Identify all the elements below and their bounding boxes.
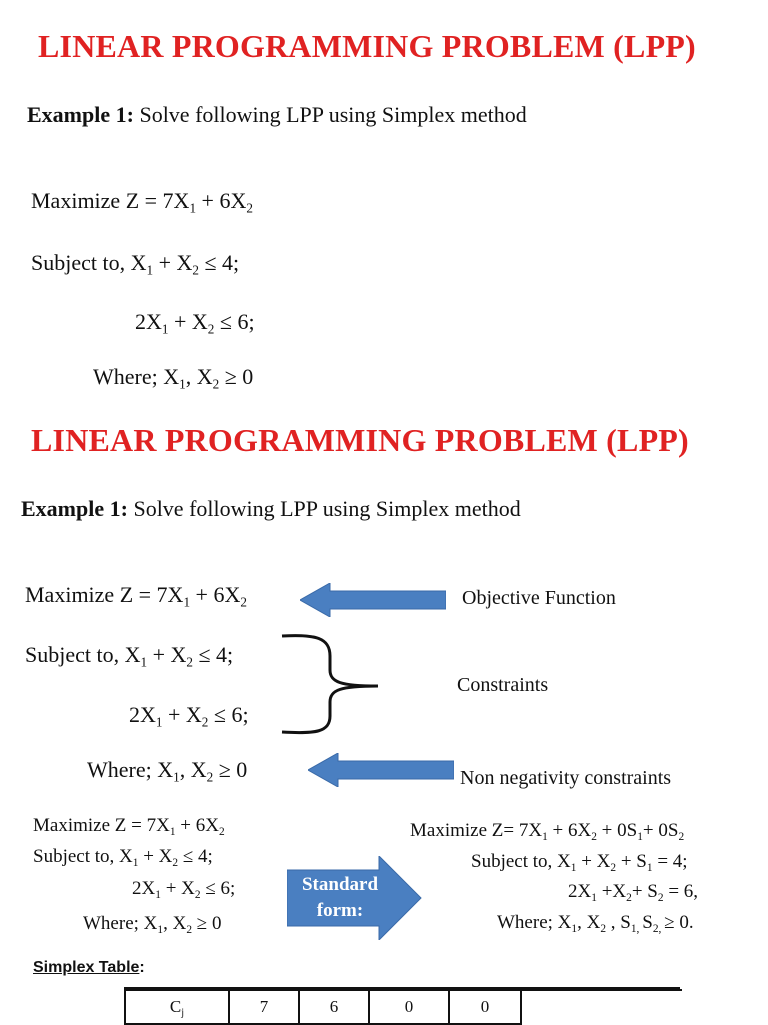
example-label-2: Example 1: [21,496,128,521]
constraint-1-2: Subject to, $X_1 + X_2 \le 4$; [25,642,234,670]
sf-right-non-negativity: Where; $X_1$, $X_2$ , $S_{1,}$ $S_{2,} \ge 0$. [497,912,694,935]
example-text: Solve following LPP using Simplex method [133,102,527,127]
example-label: Example 1: [27,102,134,127]
constraint-2-2: $2X_1 + X_2 \le 6$; [129,702,249,730]
example-text-2: Solve following LPP using Simplex method [127,496,521,521]
sf-right-constraint-1: Subject to, $X_1 + X_2 + S_1 = 4$; [471,851,688,874]
objective-function-2: Maximize $Z = 7X_1 + 6X_2$ [25,582,247,610]
table-row [125,990,682,1024]
curly-brace-icon [278,630,388,738]
sf-left-constraint-1: Subject to, $X_1 + X_2 \le 4$; [33,846,213,869]
non-negativity-label: Non negativity constraints [460,767,672,789]
page-title-2: LINEAR PROGRAMMING PROBLEM (LPP) [31,422,689,458]
example-heading-2 [21,496,521,522]
simplex-table [124,989,682,1025]
non-negativity: Where; $X_1$, $X_2 \ge 0$ [93,364,254,392]
cj-value-cell: 7 [229,990,299,1024]
cj-value-cell: 0 [449,990,521,1024]
page-title: LINEAR PROGRAMMING PROBLEM (LPP) [38,28,696,64]
objective-function: Maximize $Z = 7X_1 + 6X_2$ [31,188,253,216]
example-heading [27,102,527,128]
sf-right-objective: Maximize $Z= 7X_1 + 6X_2 + 0S_1+ 0S_2$ [410,820,685,843]
cj-value-cell: 6 [299,990,369,1024]
sf-left-constraint-2: $2X_1 + X_2 \le 6$; [132,878,236,901]
constraint-2: $2X_1 + X_2 \le 6$; [135,309,255,337]
sf-right-constraint-2: $2X_1 +X_2+ S_2 = 6$, [568,881,699,904]
left-arrow-icon-2 [308,753,454,787]
empty-cell [521,990,682,1024]
sf-left-objective: Maximize $Z = 7X_1 + 6X_2$ [33,815,225,838]
constraints-label: Constraints [457,674,549,696]
cj-value-cell: 0 [369,990,449,1024]
simplex-table-heading: Simplex Table: [33,959,145,976]
non-negativity-2: Where; $X_1$, $X_2 \ge 0$ [87,757,248,785]
cj-header-cell: $C_j$ [125,990,229,1024]
sf-left-non-negativity: Where; $X_1$, $X_2 \ge 0$ [83,913,222,936]
constraint-1: Subject to, $X_1 + X_2 \le 4$; [31,250,240,278]
objective-function-label: Objective Function [462,587,616,609]
standard-form-arrow-text: Standard form: [301,874,379,921]
left-arrow-icon [300,583,446,617]
